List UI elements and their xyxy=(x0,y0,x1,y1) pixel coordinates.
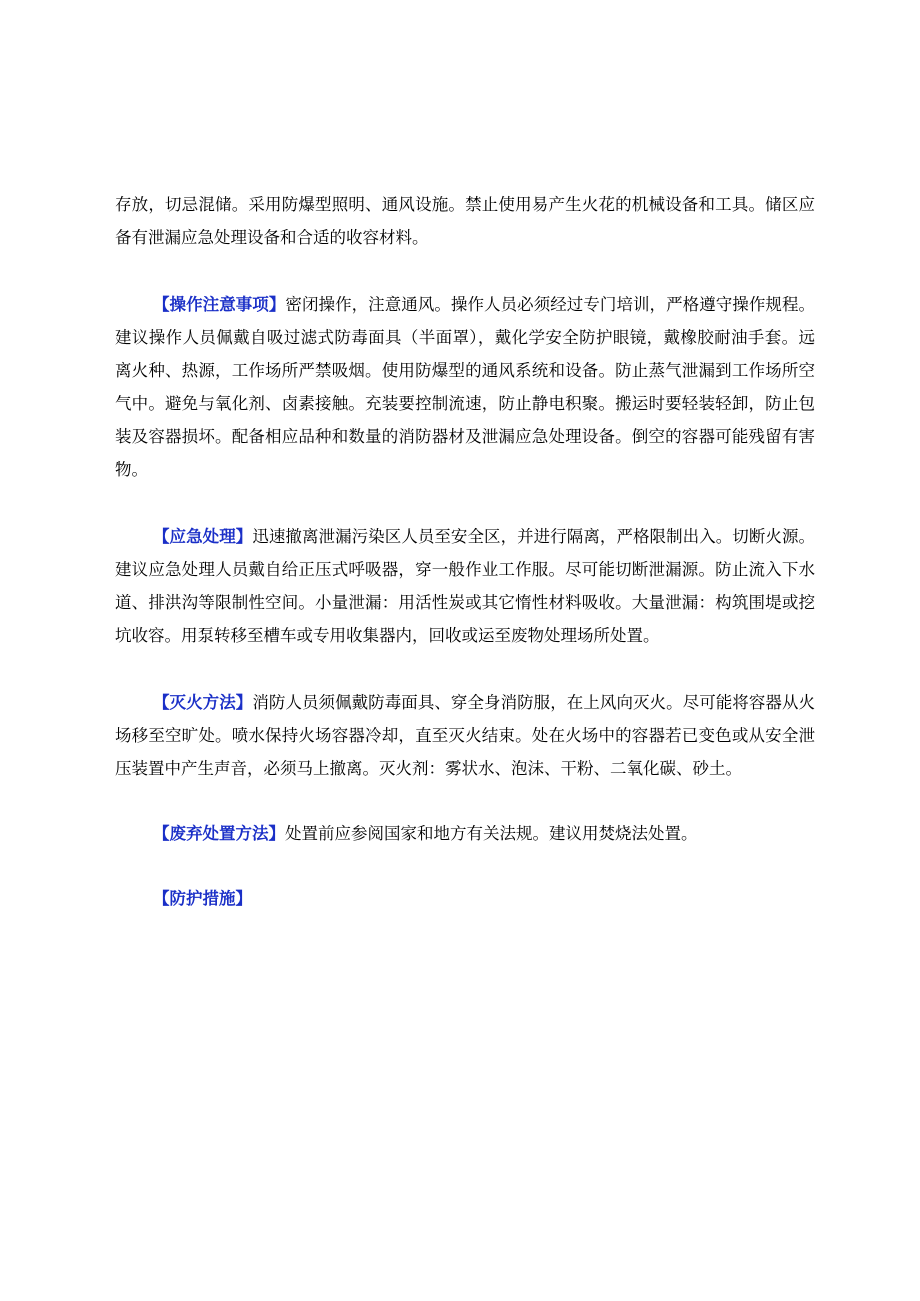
section-protection xyxy=(115,882,815,915)
section-body-disposal: 处置前应参阅国家和地方有关法规。建议用焚烧法处置。 xyxy=(285,824,698,843)
intro-paragraph: 存放，切忌混储。采用防爆型照明、通风设施。禁止使用易产生火花的机械设备和工具。储区应备有泄漏应急处理设备和合适的收容材料。 xyxy=(115,195,815,247)
section-heading-operation-notes: 【操作注意事项】 xyxy=(153,295,286,314)
section-body-operation-notes: 密闭操作，注意通风。操作人员必须经过专门培训，严格遵守操作规程。建议操作人员佩戴自吸过滤式防毒面具（半面罩），戴化学安全防护眼镜，戴橡胶耐油手套。远离火种、热源，工作场所严禁吸烟。使用防爆型的通风系统和设备。防止蒸气泄漏到工作场所空气中。避免与氧化剂、卤素接触。充装要控制流速，防止静电积聚。搬运时要轻装轻卸，防止包装及容器损坏。配备相应品种和数量的消防器材及泄漏应急处理设备。倒空的容器可能残留有害物。 xyxy=(115,295,816,479)
section-heading-emergency-handling: 【应急处理】 xyxy=(153,527,253,546)
section-emergency-handling xyxy=(115,520,815,652)
section-body-emergency-handling: 迅速撤离泄漏污染区人员至安全区，并进行隔离，严格限制出入。切断火源。建议应急处理人员戴自给正压式呼吸器，穿一般作业工作服。尽可能切断泄漏源。防止流入下水道、排洪沟等限制性空间。小量泄漏：用活性炭或其它惰性材料吸收。大量泄漏：构筑围堤或挖坑收容。用泵转移至槽车或专用收集器内，回收或运至废物处理场所处置。 xyxy=(115,527,816,645)
section-heading-disposal: 【废弃处置方法】 xyxy=(153,824,285,843)
document-page xyxy=(115,188,815,915)
section-disposal xyxy=(115,817,815,850)
section-fire-fighting xyxy=(115,686,815,785)
section-heading-fire-fighting: 【灭火方法】 xyxy=(153,693,253,712)
section-body-fire-fighting: 消防人员须佩戴防毒面具、穿全身消防服，在上风向灭火。尽可能将容器从火场移至空旷处。喷水保持火场容器冷却，直至灭火结束。处在火场中的容器若已变色或从安全泄压装置中产生声音，必须马上撤离。灭火剂：雾状水、泡沫、干粉、二氧化碳、砂土。 xyxy=(115,693,816,778)
section-operation-notes xyxy=(115,288,815,486)
section-heading-protection: 【防护措施】 xyxy=(153,889,252,908)
